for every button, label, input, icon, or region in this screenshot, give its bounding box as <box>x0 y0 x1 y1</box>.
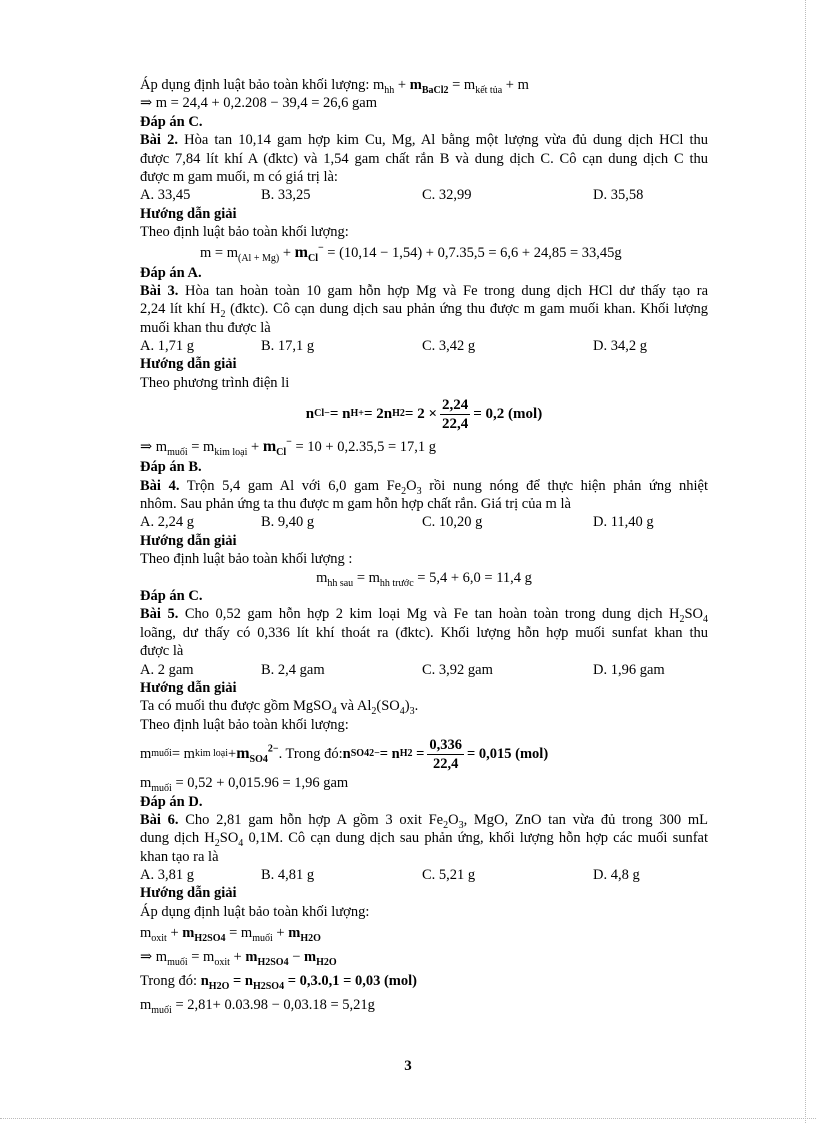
option-d: D. 34,2 g <box>593 338 647 355</box>
bai5-options <box>140 661 708 679</box>
fraction: $\frac{2,24}{22,4}$ <box>442 396 469 432</box>
bai5-line3: được là <box>140 643 184 660</box>
option-b: B. 33,25 <box>261 187 311 204</box>
answer-1: Đáp án C. <box>140 113 203 130</box>
option-c: C. 3,42 g <box>422 338 476 355</box>
bai5-text1: Ta có muối thu được gồm MgSO$_4$ và $Al_2(SO_4)_3$. <box>140 698 419 718</box>
answer-3: Đáp án B. <box>140 459 202 476</box>
bai5-line2: loãng, dư thấy có 0,336 lít khí thoát ra (đktc). Khối lượng hỗn hợp muối sunfat khan thu <box>140 624 708 641</box>
bai3-ion-formula: n Cl − = n H + = 2n H2 = 2 × $\frac{2,24}{22,4}$ = 0,2 (mol) <box>305 396 543 432</box>
option-c: C. 10,20 g <box>422 514 483 531</box>
document-body <box>140 76 708 1017</box>
option-a: A. 1,71 g <box>140 338 194 355</box>
fraction: $\frac{0,336}{22,4}$ <box>429 736 463 772</box>
page-right-border <box>805 0 806 1123</box>
bai2-options <box>140 186 708 204</box>
bai3-text: Theo phương trình điện li <box>140 374 290 391</box>
option-b: B. 9,40 g <box>261 514 315 531</box>
bai5-result: $m_{muối} = 0,52 + 0,015.96 = 1,96$ gam <box>140 775 349 794</box>
page-number: 3 <box>404 1058 412 1074</box>
option-d: D. 35,58 <box>593 187 644 204</box>
bai2-text: Theo định luật bảo toàn khối lượng: <box>140 224 349 241</box>
bai4-options <box>140 513 708 531</box>
option-d: D. 11,40 g <box>593 514 654 531</box>
bai2-line1: Bài 2. Hòa tan 10,14 gam hợp kim Cu, Mg, Al bằng một lượng vừa đủ dung dịch HCl thu <box>140 132 708 149</box>
bai2-formula: $m = m_{(Al + Mg)} + m_{Cl}^- = (10,14 - 1,54) + 0,7.35,5 = 6,6 + 24,85 = 33,45g$ <box>200 242 622 264</box>
bai6-line3: khan tạo ra là <box>140 848 219 865</box>
option-d: D. 1,96 gam <box>593 661 665 678</box>
bai4-line2: nhôm. Sau phản ứng ta thu được m gam hỗn hợp chất rắn. Giá trị của m là <box>140 496 571 513</box>
bai4-line1: Bài 4. Trộn 5,4 gam Al với 6,0 gam $Fe_2O_3$ rồi nung nóng để thực hiện phản ứng nhiệt <box>140 477 708 496</box>
bai6-formula3: Trong đó: $n_{H2O} = n_{H2SO4} = 0,3.0,1 = 0,03$ (mol) <box>140 973 417 993</box>
answer-4: Đáp án C. <box>140 587 203 604</box>
bai4-text: Theo định luật bảo toàn khối lượng : <box>140 551 353 568</box>
bai2-line3: được m gam muối, m có giá trị là: <box>140 168 338 185</box>
bai6-formula1: $m_{oxit} + m_{H2SO4} = m_{muối} + m_{H2O}$ <box>140 925 321 945</box>
bai5-formula: m muối = m kim loại + $m_{SO4}^{2-}$ . Trong đó: n SO4 2− = n H2 = $\frac{0,336}{22,4}$ = 0,015 (mol) <box>140 736 549 772</box>
bai2-line2: được 7,84 lít khí A (đktc) và 1,54 gam chất rắn B và dung dịch C. Cô cạn dung dịch C thu <box>140 150 708 167</box>
bai6-line2: dung dịch $H_2SO_4$ 0,1M. Cô cạn dung dịch sau phản ứng, khối lượng hỗn hợp các muối sunfat <box>140 830 708 848</box>
bai5-line1: Bài 5. Cho 0,52 gam hỗn hợp 2 kim loại Mg và Fe tan hoàn toàn trong dung dịch $H_2SO_4$ <box>140 606 708 624</box>
option-a: A. 2,24 g <box>140 514 194 531</box>
bai5-guide-heading: Hướng dẫn giải <box>140 679 237 696</box>
bai6-options <box>140 866 708 884</box>
bai3-mass-formula: ⇒ $m_{muối} = m_{kim loại} + m_{Cl}^- = 10 + 0,2.35,5 = 17,1$ g <box>140 436 437 459</box>
option-a: A. 2 gam <box>140 661 194 678</box>
page-bottom-border <box>0 1118 816 1119</box>
option-c: C. 5,21 g <box>422 867 476 884</box>
option-b: B. 17,1 g <box>261 338 315 355</box>
bai5-text2: Theo định luật bảo toàn khối lượng: <box>140 716 349 733</box>
bai6-result: $m_{muối} = 2,81+ 0.03.98 - 0,03.18 = 5,21g$ <box>140 997 375 1017</box>
option-d: D. 4,8 g <box>593 867 640 884</box>
option-a: A. 33,45 <box>140 187 191 204</box>
bai6-text: Áp dụng định luật bảo toàn khối lượng: <box>140 903 370 920</box>
bai4-guide-heading: Hướng dẫn giải <box>140 532 237 549</box>
bai3-options <box>140 337 708 355</box>
bai3-line2: 2,24 lít khí $H_2$ (đktc). Cô cạn dung dịch sau phản ứng thu được m gam muối khan. Khối lượng <box>140 301 708 319</box>
option-c: C. 3,92 gam <box>422 661 493 678</box>
bai6-guide-heading: Hướng dẫn giải <box>140 885 237 902</box>
answer-2: Đáp án A. <box>140 264 202 281</box>
line-apply-law: Áp dụng định luật bảo toàn khối lượng: $m_{hh} + m_{BaCl2} = m_{kết tủa} + m$ <box>140 77 529 96</box>
bai3-guide-heading: Hướng dẫn giải <box>140 356 237 373</box>
bai6-line1: Bài 6. Cho 2,81 gam hỗn hợp A gồm 3 oxit $Fe_2O_3$, MgO, ZnO tan vừa đủ trong 300 mL <box>140 811 708 830</box>
bai3-line1: Bài 3. Hòa tan hoàn toàn 10 gam hỗn hợp Mg và Fe trong dung dịch HCl dư thấy tạo ra <box>140 282 708 299</box>
bai2-guide-heading: Hướng dẫn giải <box>140 205 237 222</box>
bai4-formula: $m_{hh sau} = m_{hh trước} = 5,4 + 6,0 = 11,4$ g <box>316 569 532 589</box>
bai3-line3: muối khan thu được là <box>140 319 271 336</box>
option-b: B. 4,81 g <box>261 867 315 884</box>
option-b: B. 2,4 gam <box>261 661 325 678</box>
option-c: C. 32,99 <box>422 187 472 204</box>
answer-5: Đáp án D. <box>140 793 203 810</box>
option-a: A. 3,81 g <box>140 867 194 884</box>
bai6-formula2: ⇒ $m_{muối} = m_{oxit} + m_{H2SO4} - m_{H2O}$ <box>140 949 337 969</box>
line-result-m: ⇒ m = 24,4 + 0,2.208 − 39,4 = 26,6 gam <box>140 95 377 112</box>
